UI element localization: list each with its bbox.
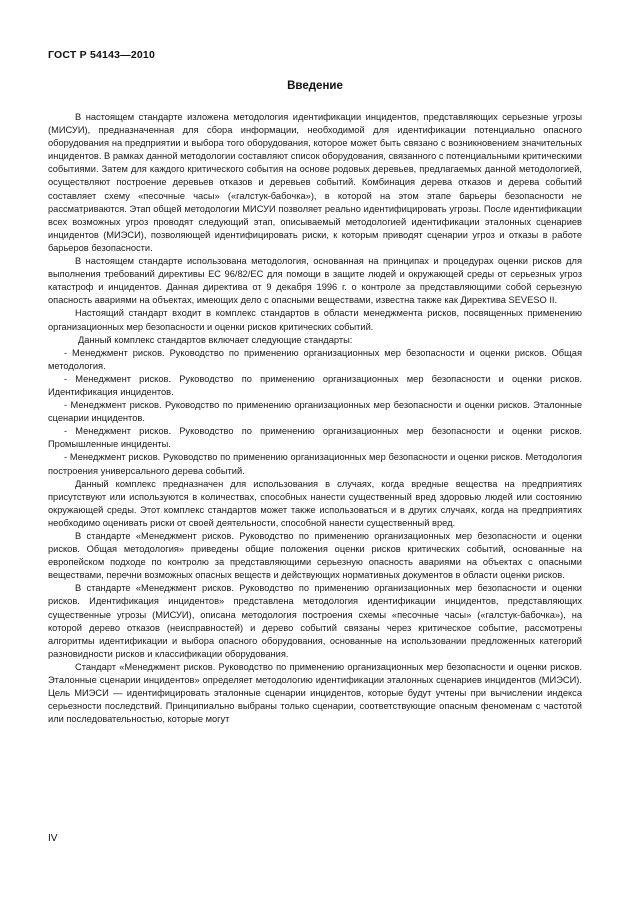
paragraph: Настоящий стандарт входит в комплекс стандартов в области менеджмента рисков, посвященных применению организационных мер безопасности и оценки рисков критических событий. <box>48 308 582 332</box>
page-number: IV <box>48 833 58 844</box>
paragraph: В настоящем стандарте изложена методология идентификации инцидентов, представляющих серьезные угрозы (МИСУИ), предназначенная для сбора информации, необходимой для идентификации потенциально опасного оборудования на предприятии и выбора того оборудования, которое может быть связано с возникновением значительных инцидентов. В рамках данной методологии составляют список оборудования, связанного с потенциальными критическими событиями. Затем для каждого критического события на основе родовых деревьев, предлагаемых данной методологией, осуществляют построение деревьев отказов и деревьев событий. Комбинация дерева отказов и дерева событий составляет схему «песочные часы» («галстук-бабочка»), в которой на этом этапе барьеры безопасности не рассматриваются. Этап общей методологии МИСУИ позволяет реально идентифицировать угрозы. После идентификации всех возможных угроз проводят следующий этап, описываемый методологией идентификации эталонных сценариев инцидентов (МИЭСИ), позволяющей идентифицировать риски, к которым приводят сценарии угроз и отказы в работе барьеров безопасности. <box>48 112 582 253</box>
paragraph: В настоящем стандарте использована методология, основанная на принципах и процедурах оценки рисков для выполнения требований директивы ЕС 96/82/ЕС для помощи в защите людей и окружающей среды от серьезных угроз катастроф и инцидентов. Данная директива от 9 декабря 1996 г. о контроле за представляющими собой серьезную опасность авариями на объектах, имеющих дело с опасными веществами, известна также как Директива SEVESO II. <box>48 256 582 306</box>
paragraph: В стандарте «Менеджмент рисков. Руководство по применению организационных мер безопасности и оценки рисков. Идентификация инцидентов» представлена методология идентификации инцидентов, представляющих существенные угрозы (МИСУИ), описана методология построения схемы «песочные часы» («галстук-бабочка»), на которой дерево отказов (неисправностей) и дерево событий связаны через критическое событие, рассмотрены алгоритмы идентификации и выбора опасного оборудования, основанные на использовании предложенных категорий разновидности рисков и классификации оборудования. <box>48 583 582 659</box>
section-title: Введение <box>287 80 343 92</box>
paragraph: Данный комплекс предназначен для использования в случаях, когда вредные вещества на предприятиях присутствуют или используются в количествах, способных нанести существенный вред здоровью людей или состоянию окружающей среды. Этот комплекс стандартов может также использоваться и в других случаях, когда на предприятиях необходимо оценивать риски от своей деятельности, способной нанести существенный вред. <box>48 478 582 528</box>
paragraph: Данный комплекс стандартов включает следующие стандарты: <box>78 334 353 345</box>
list-item: - Менеджмент рисков. Руководство по применению организационных мер безопасности и оценки рисков. Промышленные инциденты. <box>48 426 582 450</box>
list-item: - Менеджмент рисков. Руководство по применению организационных мер безопасности и оценки рисков. Методология построения универсального дерева событий. <box>48 452 582 476</box>
paragraph: В стандарте «Менеджмент рисков. Руководство по применению организационных мер безопасности и оценки рисков. Общая методология» приведены общие положения оценки рисков критических событий, основанные на европейском подходе по контролю за представляющими серьезную опасность авариями на объектах с опасными веществами, перечни возможных опасных веществ и действующих нормативных документов в области оценки рисков. <box>48 531 582 581</box>
body-text <box>48 111 582 726</box>
list-item: - Менеджмент рисков. Руководство по применению организационных мер безопасности и оценки рисков. Эталонные сценарии инцидентов. <box>48 400 582 424</box>
paragraph: Стандарт «Менеджмент рисков. Руководство по применению организационных мер безопасности и оценки рисков. Эталонные сценарии инцидентов» определяет методологию идентификации эталонных сценариев инцидентов (МИЭСИ). Цель МИЭСИ — идентифицировать эталонные сценарии инцидентов, которые будут учтены при вычислении индекса серьезности последствий. Принципиально выбраны только сценарии, соответствующие опасным феноменам с частотой или последовательностью, которые могут <box>48 661 582 725</box>
list-item: - Менеджмент рисков. Руководство по применению организационных мер безопасности и оценки рисков. Идентификация инцидентов. <box>48 373 582 397</box>
standard-header: ГОСТ Р 54143—2010 <box>48 49 156 61</box>
list-item: - Менеджмент рисков. Руководство по применению организационных мер безопасности и оценки рисков. Общая методология. <box>48 347 582 371</box>
